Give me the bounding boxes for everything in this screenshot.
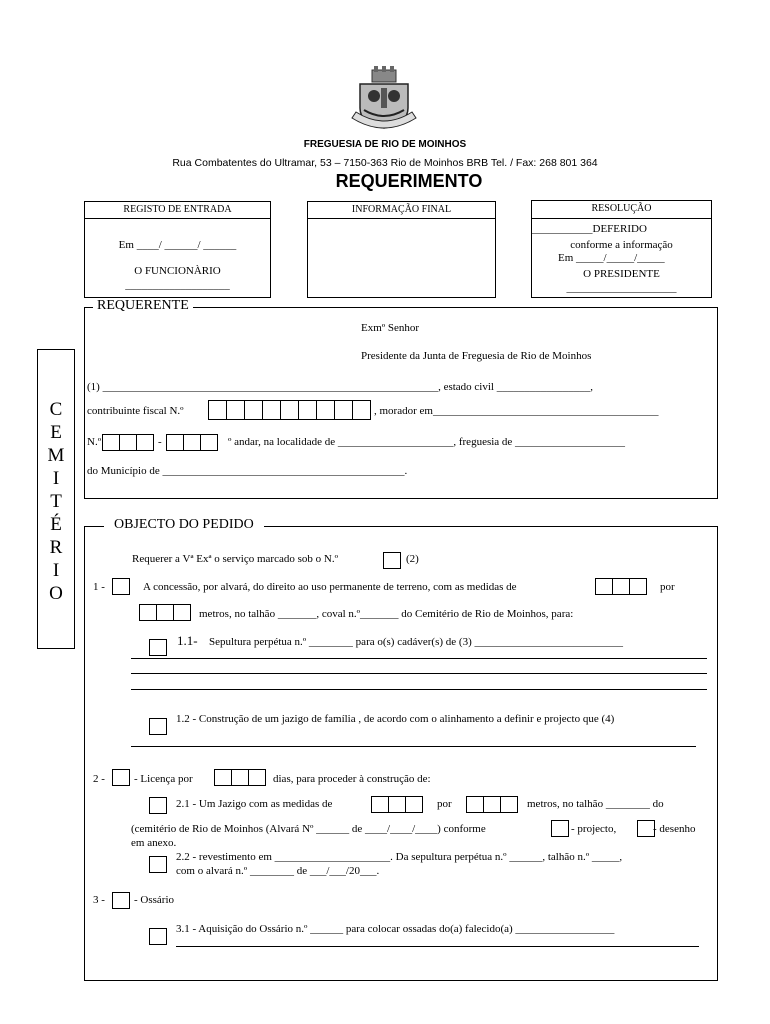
projecto-checkbox[interactable] xyxy=(551,820,569,837)
informacao-box xyxy=(307,201,496,298)
numero-dash: - xyxy=(158,436,162,448)
intro-ref: (2) xyxy=(406,553,419,565)
intro-text: Requerer a Vª Exª o serviço marcado sob o N.º xyxy=(132,553,338,565)
service-number-box[interactable] xyxy=(383,552,401,569)
item3-num: 3 - xyxy=(93,894,105,906)
item1-text: A concessão, por alvará, do direito ao uso permanente de terreno, com as medidas de xyxy=(143,581,517,593)
item21-por: por xyxy=(437,798,452,810)
item31-checkbox[interactable] xyxy=(149,928,167,945)
registo-title: REGISTO DE ENTRADA xyxy=(123,204,232,215)
andar-cells[interactable] xyxy=(166,434,217,451)
item1-num: 1 - xyxy=(93,581,105,593)
side-letter: M xyxy=(47,445,65,466)
item2-text: dias, para proceder à construção de: xyxy=(273,773,431,785)
coat-of-arms-seal xyxy=(346,66,422,136)
item21-anexo: em anexo. xyxy=(131,837,177,849)
item12-checkbox[interactable] xyxy=(149,718,167,735)
item2-checkbox[interactable] xyxy=(112,769,130,786)
resolucao-presidente: O PRESIDENTE xyxy=(583,268,660,280)
morador-line: , morador em_________________________________________ xyxy=(374,405,659,417)
salutation: Exmº Senhor xyxy=(361,322,420,334)
resolucao-box xyxy=(531,200,712,298)
item1-measure-cells-a[interactable] xyxy=(595,578,646,595)
resolucao-deferido: ___________DEFERIDO xyxy=(532,223,647,235)
requerente-legend: REQUERENTE xyxy=(93,298,193,314)
org-name: FREGUESIA DE RIO DE MOINHOS xyxy=(303,139,467,150)
item1-por: por xyxy=(660,581,675,593)
item22-line2: com o alvará n.º ________ de ___/___/20___. xyxy=(176,865,380,877)
item11-num: 1.1- xyxy=(177,633,198,648)
registo-box xyxy=(84,201,271,298)
name-civil-line: (1) _____________________________________________________________, estado civil _________________, xyxy=(87,381,593,393)
item21-cells-a[interactable] xyxy=(371,796,422,813)
page-title: REQUERIMENTO xyxy=(335,171,483,191)
org-address: Rua Combatentes do Ultramar, 53 – 7150-363 Rio de Moinhos BRB Tel. / Fax: 268 801 364 xyxy=(172,157,598,169)
informacao-title: INFORMAÇÃO FINAL xyxy=(351,204,452,215)
side-letter: E xyxy=(50,422,62,443)
item21-checkbox[interactable] xyxy=(149,797,167,814)
nif-label: contribuinte fiscal N.º xyxy=(87,405,184,417)
resolucao-signature-line: ____________________ xyxy=(566,282,677,294)
item3-text: - Ossário xyxy=(134,894,175,906)
item3-checkbox[interactable] xyxy=(112,892,130,909)
objecto-legend: OBJECTO DO PEDIDO xyxy=(104,517,264,533)
item2-num: 2 - xyxy=(93,773,105,785)
resolucao-date: Em _____/_____/_____ xyxy=(558,252,665,264)
item11-checkbox[interactable] xyxy=(149,639,167,656)
item22-line1: 2.2 - revestimento em _____________________. Da sepultura perpétua n.º ______, talhão n.º _____, xyxy=(176,851,623,863)
resolucao-conforme: conforme a informação xyxy=(570,239,673,251)
item21-cells-b[interactable] xyxy=(466,796,517,813)
numero-cells[interactable] xyxy=(102,434,153,451)
municipio-line: do Município de ____________________________________________. xyxy=(87,465,408,477)
addressee: Presidente da Junta de Freguesia de Rio de Moinhos xyxy=(361,350,592,362)
nif-cells[interactable] xyxy=(208,400,370,420)
item21-text: 2.1 - Um Jazigo com as medidas de xyxy=(176,798,333,810)
side-letter: I xyxy=(52,468,60,489)
andar-localidade-line: º andar, na localidade de _____________________, freguesia de ____________________ xyxy=(228,436,626,448)
item1-checkbox[interactable] xyxy=(112,578,130,595)
numero-label: N.º xyxy=(87,436,102,448)
item12-text: 1.2 - Construção de um jazigo de família , de acordo com o alinhamento a definir e projecto que (4) xyxy=(176,713,615,725)
resolucao-title: RESOLUÇÃO xyxy=(591,203,652,214)
side-letter: O xyxy=(49,583,63,604)
desenho-label: - desenho xyxy=(653,823,696,835)
item2-licenca: - Licença por xyxy=(134,773,193,785)
side-letter: I xyxy=(52,560,60,581)
item21-metros: metros, no talhão ________ do xyxy=(527,798,664,810)
side-letter: T xyxy=(50,491,62,512)
registo-funcionario: O FUNCIONÀRIO xyxy=(134,265,221,277)
item1-line2: metros, no talhão _______, coval n.º_______ do Cemitério de Rio de Moinhos, para: xyxy=(199,608,574,620)
side-letter: É xyxy=(50,514,62,535)
item2-days-cells[interactable] xyxy=(214,769,265,786)
registo-signature-line: ___________________ xyxy=(125,279,230,291)
side-letter: C xyxy=(49,399,63,420)
item11-text: Sepultura perpétua n.º ________ para o(s) cadáver(s) de (3) ___________________________ xyxy=(209,636,623,648)
side-letter: R xyxy=(49,537,63,558)
item1-measure-cells-b[interactable] xyxy=(139,604,190,621)
projecto-label: - projecto, xyxy=(571,823,617,835)
item22-checkbox[interactable] xyxy=(149,856,167,873)
registo-date: Em ____/ ______/ ______ xyxy=(118,239,237,251)
item31-text: 3.1 - Aquisição do Ossário n.º ______ para colocar ossadas do(a) falecido(a) __________________ xyxy=(176,923,615,935)
cemiterio-side-label xyxy=(37,349,75,649)
item21-line2: (cemitério de Rio de Moinhos (Alvará Nº ______ de ____/____/____) conforme xyxy=(131,823,486,835)
